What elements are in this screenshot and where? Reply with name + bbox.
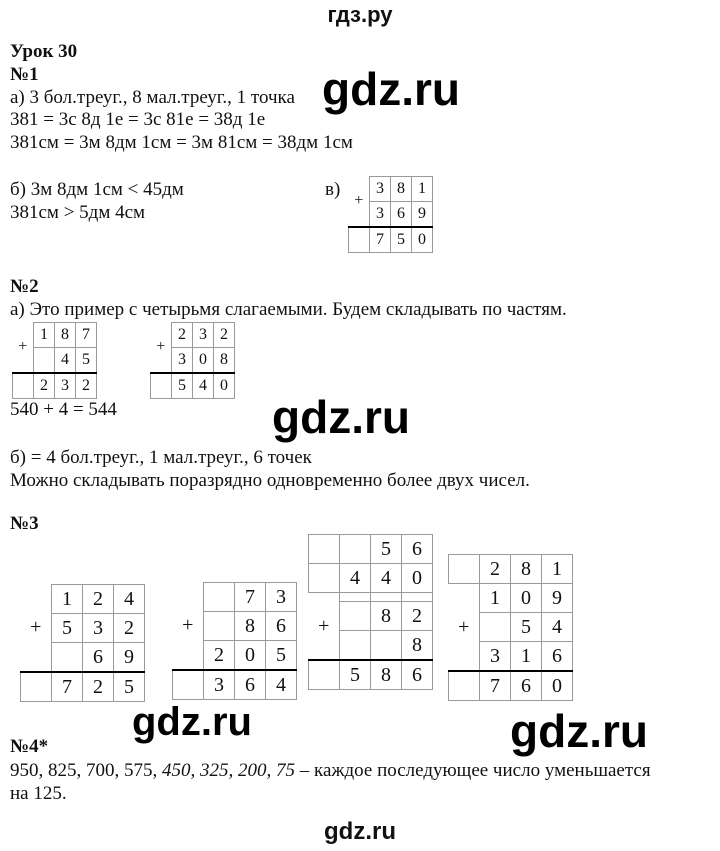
digit-cell: [371, 593, 402, 602]
digit-cell: 1: [52, 585, 83, 614]
task3-column2: [172, 582, 297, 700]
digit-cell: 6: [542, 642, 573, 672]
result-cell: 5: [114, 672, 145, 702]
digit-cell: 2: [83, 585, 114, 614]
task1-label-v: в): [325, 179, 341, 200]
task3-column3: [308, 534, 433, 690]
result-cell: 3: [204, 670, 235, 700]
plus-sign: +: [354, 192, 364, 210]
empty-cell: [173, 670, 204, 700]
task4-sequence: [10, 759, 651, 783]
digit-cell: 2: [480, 555, 511, 584]
result-cell: 2: [76, 373, 97, 399]
digit-cell: [340, 631, 371, 661]
digit-cell: [371, 631, 402, 661]
digit-cell: 2: [402, 602, 433, 631]
digit-cell: 6: [266, 612, 297, 641]
digit-cell: 8: [214, 348, 235, 374]
task1-number: №1: [10, 64, 39, 85]
digit-cell: 0: [402, 564, 433, 593]
digit-cell: 4: [542, 613, 573, 642]
digit-cell: 3: [370, 202, 391, 228]
result-cell: 8: [371, 660, 402, 690]
digit-cell: 1: [34, 323, 55, 348]
digit-cell: 6: [391, 202, 412, 228]
result-cell: 0: [412, 227, 433, 253]
empty-cell: [309, 660, 340, 690]
task4-number: №4*: [10, 736, 49, 757]
digit-cell: [34, 348, 55, 374]
digit-cell: [340, 535, 371, 564]
result-cell: 5: [391, 227, 412, 253]
empty-cell: [21, 672, 52, 702]
task2-column1: [12, 322, 97, 399]
digit-cell: 0: [235, 641, 266, 671]
digit-cell: 4: [340, 564, 371, 593]
result-cell: 7: [52, 672, 83, 702]
task2-column2: [150, 322, 235, 399]
plus-sign: +: [30, 616, 42, 639]
digit-cell: [52, 643, 83, 673]
digit-cell: 2: [214, 323, 235, 348]
site-header[interactable]: гдз.ру: [327, 2, 393, 27]
digit-cell: 0: [511, 584, 542, 613]
digit-cell: [480, 613, 511, 642]
digit-cell: 8: [402, 631, 433, 661]
digit-cell: 6: [402, 535, 433, 564]
task2-line-b2: Можно складывать поразрядно одновременно более двух чисел.: [10, 470, 530, 491]
digit-cell: [204, 583, 235, 612]
digit-cell: 2: [204, 641, 235, 671]
digit-cell: [204, 612, 235, 641]
task1-line-a2: 381 = 3с 8д 1е = 3с 81е = 38д 1е: [10, 109, 266, 130]
result-cell: 5: [340, 660, 371, 690]
task2-equation: 540 + 4 = 544: [10, 399, 117, 420]
digit-cell: 2: [114, 614, 145, 643]
digit-cell: 7: [235, 583, 266, 612]
plus-sign: +: [156, 338, 166, 356]
task4-text-rest: – каждое последующее число уменьшается: [299, 760, 651, 781]
digit-cell: 9: [412, 202, 433, 228]
digit-cell: 4: [114, 585, 145, 614]
result-cell: 4: [193, 373, 214, 399]
result-cell: 5: [172, 373, 193, 399]
result-cell: 0: [542, 671, 573, 701]
task4-seq-given: 950, 825, 700, 575,: [10, 760, 158, 781]
digit-cell: 8: [391, 177, 412, 202]
result-cell: 7: [370, 227, 391, 253]
empty-cell: [309, 535, 340, 564]
digit-cell: 5: [76, 348, 97, 374]
digit-cell: [340, 602, 371, 631]
watermark: gdz.ru: [272, 391, 410, 443]
task1-line-b: б) 3м 8дм 1см < 45дм: [10, 179, 184, 200]
digit-cell: 8: [235, 612, 266, 641]
lesson-title: Урок 30: [10, 41, 78, 62]
digit-cell: 8: [511, 555, 542, 584]
task2-line-a: а) Это пример с четырьмя слагаемыми. Будем складывать по частям.: [10, 299, 567, 320]
result-cell: 6: [235, 670, 266, 700]
digit-cell: 9: [114, 643, 145, 673]
digit-cell: 5: [511, 613, 542, 642]
result-cell: 2: [83, 672, 114, 702]
digit-cell: 8: [371, 602, 402, 631]
task4-text-line2: на 125.: [10, 783, 67, 804]
digit-cell: 1: [542, 555, 573, 584]
digit-cell: 6: [83, 643, 114, 673]
plus-sign: +: [182, 614, 194, 637]
empty-cell: [449, 555, 480, 584]
empty-cell: [309, 564, 340, 593]
empty-cell: [13, 373, 34, 399]
watermark: gdz.ru: [132, 700, 252, 744]
empty-cell: [449, 671, 480, 701]
digit-cell: 4: [371, 564, 402, 593]
task1-line-a3: 381см = 3м 8дм 1см = 3м 81см = 38дм 1см: [10, 132, 353, 153]
digit-cell: 1: [511, 642, 542, 672]
result-cell: 7: [480, 671, 511, 701]
digit-cell: 8: [55, 323, 76, 348]
digit-cell: 3: [480, 642, 511, 672]
task2-line-b: б) = 4 бол.треуг., 1 мал.треуг., 6 точек: [10, 447, 312, 468]
plus-sign: +: [18, 338, 28, 356]
result-cell: 6: [511, 671, 542, 701]
task3-number: №3: [10, 513, 39, 534]
task1-line-a: а) 3 бол.треуг., 8 мал.треуг., 1 точка: [10, 87, 295, 108]
plus-sign: +: [458, 615, 470, 638]
digit-cell: [340, 593, 371, 602]
watermark: gdz.ru: [510, 705, 648, 757]
digit-cell: 3: [266, 583, 297, 612]
result-cell: 2: [34, 373, 55, 399]
digit-cell: 9: [542, 584, 573, 613]
digit-cell: 3: [193, 323, 214, 348]
digit-cell: 4: [55, 348, 76, 374]
digit-cell: 5: [266, 641, 297, 671]
digit-cell: 1: [480, 584, 511, 613]
digit-cell: 7: [76, 323, 97, 348]
digit-cell: 5: [52, 614, 83, 643]
empty-cell: [349, 227, 370, 253]
watermark: gdz.ru: [322, 63, 460, 115]
empty-cell: [151, 373, 172, 399]
digit-cell: 0: [193, 348, 214, 374]
task1-line-b2: 381см > 5дм 4см: [10, 202, 146, 223]
digit-cell: 3: [370, 177, 391, 202]
task3-column1: [20, 584, 145, 702]
digit-cell: 5: [371, 535, 402, 564]
task2-number: №2: [10, 276, 39, 297]
digit-cell: 1: [412, 177, 433, 202]
task3-column4: [448, 554, 573, 701]
site-footer[interactable]: gdz.ru: [324, 818, 396, 845]
digit-cell: 3: [83, 614, 114, 643]
result-cell: 6: [402, 660, 433, 690]
result-cell: 0: [214, 373, 235, 399]
task4-seq-found: 450, 325, 200, 75: [162, 760, 295, 781]
result-cell: 4: [266, 670, 297, 700]
plus-sign: +: [318, 614, 330, 637]
digit-cell: [402, 593, 433, 602]
digit-cell: 3: [172, 348, 193, 374]
result-cell: 3: [55, 373, 76, 399]
digit-cell: 2: [172, 323, 193, 348]
task1-column-addition: [348, 176, 433, 253]
